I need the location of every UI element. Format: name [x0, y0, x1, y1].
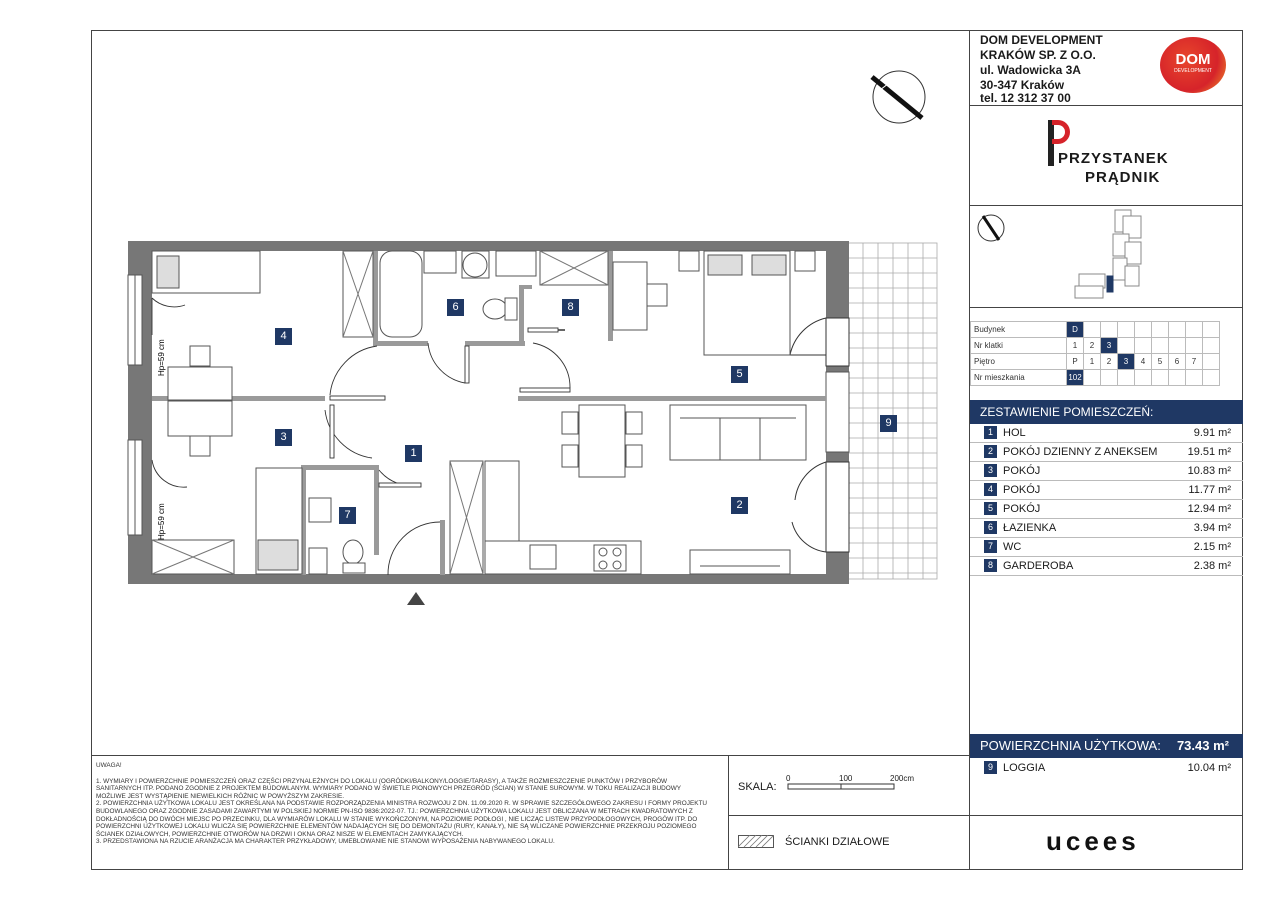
room-row [970, 557, 1243, 576]
divider [91, 755, 969, 756]
info-cell-empty [1118, 370, 1135, 386]
info-cell: 3 [1118, 354, 1135, 370]
building-footprint-icon [1075, 210, 1141, 298]
info-cell-empty [1101, 322, 1118, 338]
room-row [970, 500, 1243, 519]
room-row [970, 519, 1243, 538]
room-area: 11.77 m² [1188, 484, 1231, 496]
compass-icon [872, 71, 925, 123]
info-cell-empty [1203, 370, 1220, 386]
divider [969, 307, 1243, 308]
info-row-label: Nr mieszkania [971, 370, 1067, 386]
room-row [970, 443, 1243, 462]
developer-name: DOM DEVELOPMENT [980, 33, 1103, 47]
info-cell-empty [1118, 338, 1135, 354]
hatch-swatch-icon [738, 835, 774, 848]
scale-label: SKALA: [738, 781, 777, 793]
furniture [152, 251, 815, 574]
project-name-line2: PRĄDNIK [1085, 169, 1161, 186]
room-row [970, 424, 1243, 443]
info-cell: 6 [1169, 354, 1186, 370]
room-area: 12.94 m² [1187, 503, 1231, 515]
room-row [970, 462, 1243, 481]
room-area: 9.91 m² [1193, 427, 1231, 439]
notes-block [96, 762, 711, 846]
divider [969, 205, 1243, 206]
info-row-label: Budynek [971, 322, 1067, 338]
scale-tick-200: 200cm [890, 774, 915, 783]
info-cell-empty [1135, 370, 1152, 386]
bathtub-icon [380, 251, 422, 337]
room-name: POKÓJ DZIENNY Z ANEKSEM [1003, 446, 1158, 458]
dom-logo-small: DEVELOPMENT [1174, 68, 1212, 74]
divider [728, 815, 969, 816]
info-cell-empty [1186, 322, 1203, 338]
note-3: 3. PRZEDSTAWIONA NA RZUCIE ARANŻACJA MA CHARAKTER PRZYKŁADOWY, UMEBLOWANIE NIE STANOWI WYPOSAŻENIA NABYWANEGO LOKALU. [96, 838, 555, 846]
info-row [971, 370, 1220, 386]
dining-table-icon [579, 405, 625, 477]
room-num: 7 [984, 540, 997, 553]
toilet-icon [343, 540, 363, 564]
total-area [970, 734, 1243, 758]
info-row-label: Nr klatki [971, 338, 1067, 354]
plan-room-label-8: 8 [562, 299, 579, 316]
info-cell: 5 [1152, 354, 1169, 370]
room-row [970, 481, 1243, 500]
info-cell: 2 [1101, 354, 1118, 370]
info-cell-empty [1152, 370, 1169, 386]
total-value: 73.43 m² [1176, 738, 1229, 753]
room-name: HOL [1003, 427, 1026, 439]
info-cell-empty [1152, 338, 1169, 354]
note-1: 1. WYMIARY I POWIERZCHNIE POMIESZCZEŃ ORAZ CZĘŚCI PRZYNALEŻNYCH DO LOKALU (OGRÓDKI/BALKONY/LOGGIE/TARASY), A TAKŻE ROZMIESZCZENIE PUNKTÓW I PRZYBORÓW SANITARNYCH ITP. PODANO ZGODNIE Z PROJEKTEM BUDOWLANYM. WYMIARY PODANO W ŚWIETLE PIONOWYCH PRZEGRÓD (ŚCIAN) W STANIE SUROWYM. W TOKU REALIZACJI BUDOWY MOŻLIWE JEST WYSTĄPIENIE NIEWIELKICH RÓŻNIC W POWYŻSZYM ZAKRESIE. [96, 777, 681, 800]
developer-city: 30-347 Kraków [980, 78, 1065, 92]
room-name: POKÓJ [1003, 484, 1041, 496]
small-sink-icon [309, 498, 331, 522]
developer-phone: tel. 12 312 37 00 [980, 91, 1071, 105]
entrance-arrow-icon [407, 592, 425, 605]
room-name: WC [1003, 541, 1022, 553]
room-num: 2 [984, 445, 997, 458]
info-cell-empty [1118, 322, 1135, 338]
info-cell-empty [1169, 322, 1186, 338]
info-cell: P [1067, 354, 1084, 370]
loggia-num: 9 [984, 761, 997, 774]
info-cell: 4 [1135, 354, 1152, 370]
info-row [971, 338, 1220, 354]
info-cell-empty [1186, 338, 1203, 354]
plan-room-label-6: 6 [447, 299, 464, 316]
room-row [970, 538, 1243, 557]
plan-room-label-1: 1 [405, 445, 422, 462]
scale-segment [788, 784, 841, 789]
plan-room-label-2: 2 [731, 497, 748, 514]
info-cell-empty [1152, 322, 1169, 338]
info-cell-empty [1135, 338, 1152, 354]
dom-logo [1160, 37, 1226, 93]
total-label: POWIERZCHNIA UŻYTKOWA: [980, 738, 1161, 753]
loggia-floor [848, 243, 937, 579]
developer-company: KRAKÓW SP. Z O.O. [980, 48, 1096, 62]
room-name: ŁAZIENKA [1003, 522, 1057, 534]
room-num: 8 [984, 559, 997, 572]
hp-label-top: Hp=59 cm [157, 339, 166, 376]
info-cell-empty [1101, 370, 1118, 386]
info-cell-empty [1084, 370, 1101, 386]
info-cell-empty [1084, 322, 1101, 338]
info-cell: 2 [1084, 338, 1101, 354]
loggia-area: 10.04 m² [1187, 762, 1231, 774]
room-name: POKÓJ [1003, 503, 1041, 515]
room-area: 10.83 m² [1187, 465, 1231, 477]
info-cell: 102 [1067, 370, 1084, 386]
room-num: 1 [984, 426, 997, 439]
stove-icon [594, 545, 626, 571]
compass-small-icon [978, 215, 1004, 241]
info-cell: 7 [1186, 354, 1203, 370]
divider [728, 755, 729, 870]
note-2: 2. POWIERZCHNIA UŻYTKOWA LOKALU JEST OKREŚLANA NA PODSTAWIE ROZPORZĄDZENIA MINISTRA ROZWOJU Z DN. 11.09.2020 R. W SPRAWIE SZCZEGÓŁOWEGO ZAKRESU I FORMY PROJEKTU BUDOWLANEGO ORAZ ZGODNIE ZASADAMI ZAWARTYMI W POLSKIEJ NORMIE PN-ISO 9836:2022-07. TJ.: POWIERZCHNIA UŻYTKOWA LOKALU JEST OBLICZANA W METRACH KWADRATOWYCH Z DOKŁADNOŚCIĄ DO DWÓCH MIEJSC PO PRZECINKU, DLA WYMIARÓW LOKALU W STANIE WYKOŃCZONYM, NA POZIOMIE PODŁOGI , NIE LICZĄC LISTEW PRZYPODŁOGOWYCH, PROGÓW ITP. DO POWIERZCHNI UŻYTKOWEJ LOKALU WLICZA SIĘ POWIERZCHNIE ELEMENTÓW NADAJĄCYCH SIĘ DO DEMONTAŻU (RURY, KANAŁY), NIE SĄ WLICZANE POWIERZCHNIE PRZEKROJU POZIOMEGO ŚCIANEK DZIAŁOWYCH, POWIERZCHNIE OTWORÓW NA DRZWI I OKNA ORAZ NISZE W ELEMENTACH ZAMYKAJĄCYCH. [96, 800, 707, 838]
toilet-icon [483, 299, 507, 319]
hp-label-bottom: Hp=59 cm [157, 503, 166, 540]
info-cell-empty [1203, 322, 1220, 338]
washing-machine-icon [463, 253, 487, 277]
legend-label: ŚCIANKI DZIAŁOWE [785, 836, 890, 848]
room-area: 2.38 m² [1193, 560, 1231, 572]
scale-tick-0: 0 [786, 774, 791, 783]
key-plan [975, 208, 1240, 306]
info-row-label: Piętro [971, 354, 1067, 370]
info-table [970, 321, 1220, 386]
info-cell-empty [1135, 322, 1152, 338]
room-num: 4 [984, 483, 997, 496]
info-cell-empty [1169, 338, 1186, 354]
loggia-name: LOGGIA [1003, 762, 1046, 774]
divider [969, 815, 1243, 816]
ucees-logo [1046, 826, 1140, 857]
project-name-line1: PRZYSTANEK [1058, 150, 1169, 167]
info-cell: D [1067, 322, 1084, 338]
plan-room-label-5: 5 [731, 366, 748, 383]
fridge-icon [485, 461, 519, 541]
room-num: 5 [984, 502, 997, 515]
info-cell-empty [1169, 370, 1186, 386]
room-area: 3.94 m² [1193, 522, 1231, 534]
kitchen-sink-icon [530, 545, 556, 569]
plan-room-label-3: 3 [275, 429, 292, 446]
sink-icon [424, 251, 456, 273]
info-cell: 1 [1084, 354, 1101, 370]
room-area: 2.15 m² [1193, 541, 1231, 553]
notes-title: UWAGA! [96, 762, 122, 769]
dom-logo-big: DOM [1175, 51, 1211, 68]
plan-room-label-7: 7 [339, 507, 356, 524]
developer-street: ul. Wadowicka 3A [980, 63, 1081, 77]
info-cell: 1 [1067, 338, 1084, 354]
floor-plan [92, 60, 962, 620]
loggia-row [970, 759, 1243, 778]
scale-tick-100: 100 [839, 774, 853, 783]
room-name: POKÓJ [1003, 465, 1041, 477]
info-row [971, 322, 1220, 338]
plan-room-label-4: 4 [275, 328, 292, 345]
info-row [971, 354, 1220, 370]
info-cell-empty [1203, 354, 1220, 370]
info-cell-empty [1203, 338, 1220, 354]
room-num: 6 [984, 521, 997, 534]
room-area: 19.51 m² [1187, 446, 1231, 458]
info-cell-empty [1186, 370, 1203, 386]
room-name: GARDEROBA [1003, 560, 1074, 572]
ucees-text: ucees [1046, 826, 1140, 856]
sofa-icon [670, 405, 806, 460]
rooms-header: ZESTAWIENIE POMIESZCZEŃ: [970, 400, 1243, 424]
plan-room-label-9: 9 [880, 415, 897, 432]
room-num: 3 [984, 464, 997, 477]
scale-segment [841, 784, 894, 789]
info-cell: 3 [1101, 338, 1118, 354]
